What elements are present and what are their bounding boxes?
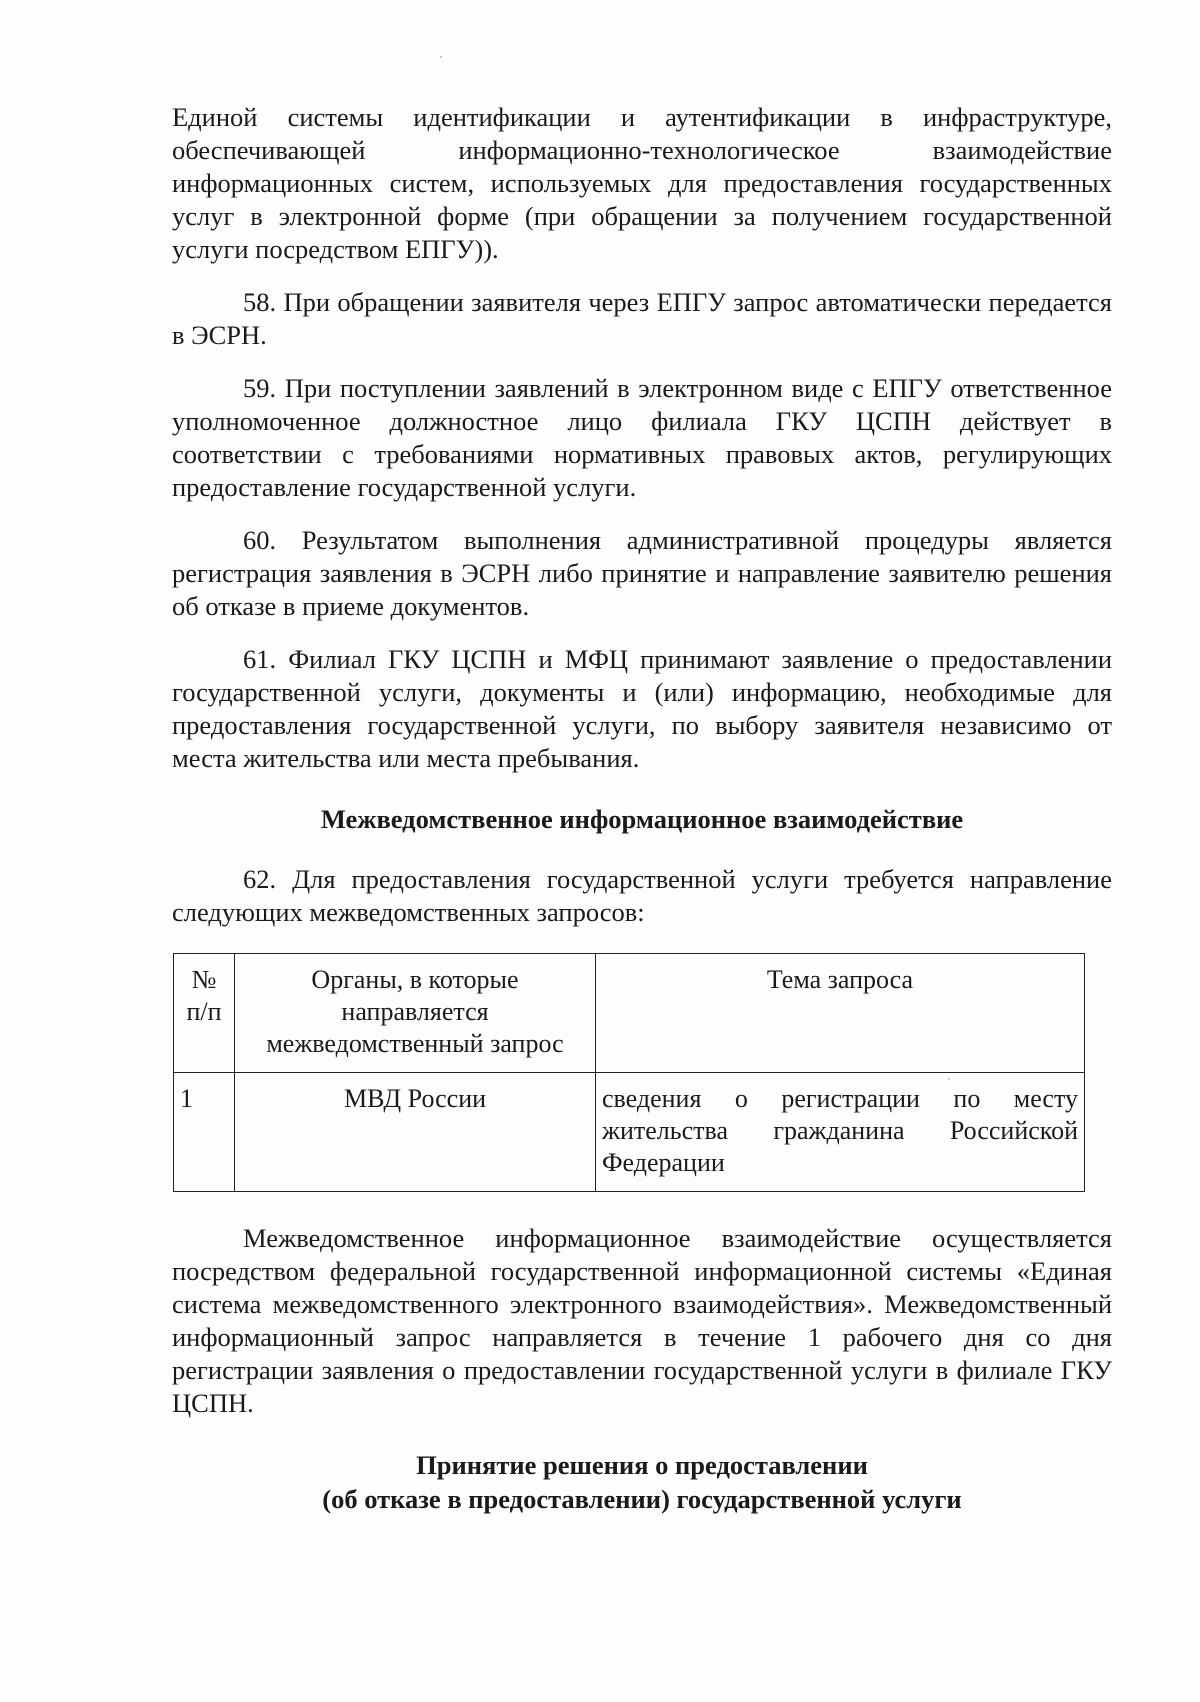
section-heading-decision-line-1: Принятие решения о предоставлении	[416, 1450, 868, 1480]
paragraph-59: 59. При поступлении заявлений в электронном виде с ЕПГУ ответственное уполномоченное должностное лицо филиала ГКУ ЦСПН действует в соответствии с требованиями нормативных правовых актов, регулирующих предоставление государственной услуги.	[172, 373, 1112, 502]
paragraph-60: 60. Результатом выполнения административной процедуры является регистрация заявления в ЭСРН либо принятие и направление заявителю решения об отказе в приеме документов.	[172, 525, 1112, 621]
table-cell-number: 1	[174, 1073, 235, 1192]
paragraph-58: 58. При обращении заявителя через ЕПГУ запрос автоматически передается в ЭСРН.	[172, 287, 1112, 350]
section-heading-interagency: Межведомственное информационное взаимодействие	[320, 804, 964, 834]
table-row	[174, 1073, 1085, 1192]
table-header-row	[174, 954, 1085, 1073]
paragraph-61: 61. Филиал ГКУ ЦСПН и МФЦ принимают заявление о предоставлении государственной услуги, документы и (или) информацию, необходимые для предоставления государственной услуги, по выбору заявителя независимо от места жительства или места пребывания.	[172, 644, 1112, 773]
table-header-organ: Органы, в которые направляется межведомственный запрос	[235, 954, 596, 1073]
table-header-topic: Тема запроса	[596, 954, 1085, 1073]
document-body	[172, 101, 1112, 1516]
scan-speck	[440, 56, 442, 58]
paragraph-interagency-details: Межведомственное информационное взаимодействие осуществляется посредством федеральной государственной информационной системы «Единая система межведомственного электронного взаимодействия». Межведомственный информационный запрос направляется в течение 1 рабочего дня со дня регистрации заявления о предоставлении государственной услуги в филиале ГКУ ЦСПН.	[172, 1223, 1112, 1418]
paragraph-continuation: Единой системы идентификации и аутентификации в инфраструктуре, обеспечивающей информационно-технологическое взаимодействие информационных систем, используемых для предоставления государственных услуг в электронной форме (при обращении за получением государственной услуги посредством ЕПГУ)).	[172, 102, 1112, 264]
interagency-requests-table	[173, 953, 1085, 1192]
table-header-number: № п/п	[174, 954, 235, 1073]
table-cell-topic: сведения о регистрации по месту жительства гражданина Российской Федерации	[596, 1073, 1085, 1192]
section-heading-decision-line-2: (об отказе в предоставлении) государственной услуги	[322, 1484, 962, 1514]
table-cell-organ: МВД России	[235, 1073, 596, 1192]
paragraph-62: 62. Для предоставления государственной услуги требуется направление следующих межведомственных запросов:	[172, 864, 1112, 927]
